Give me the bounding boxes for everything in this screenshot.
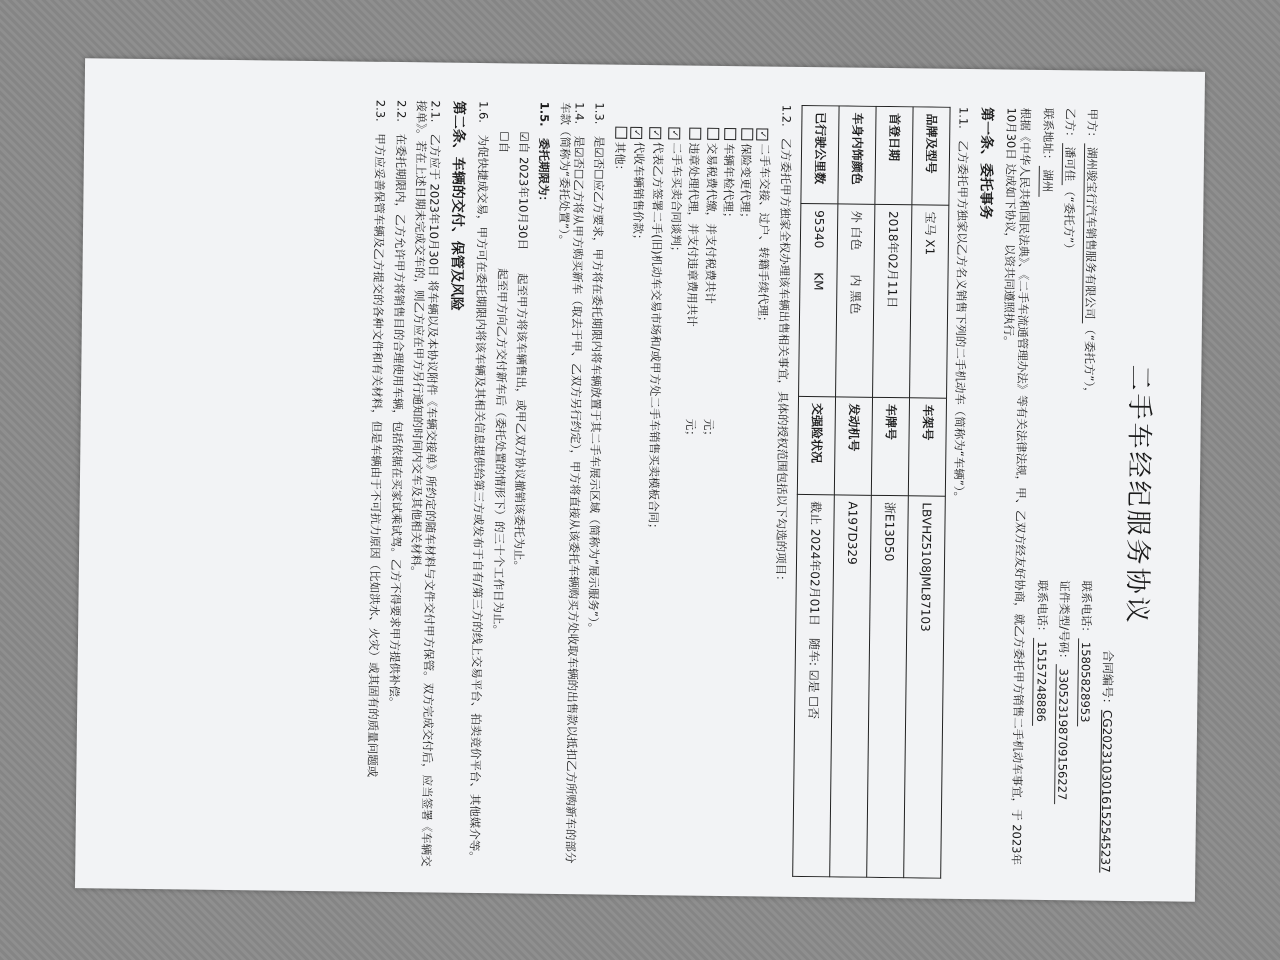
document-title: 二手车经纪服务协议 <box>1121 364 1155 626</box>
clause-1-5-title: 1.5. 委托期限为： <box>536 101 552 208</box>
vehicle-field-value: 截止 2024年02月01日 随车: ☑是 ☐否 <box>792 494 834 877</box>
vehicle-field-value: 浙E13D50 <box>866 495 908 878</box>
checkbox-icon <box>668 127 680 139</box>
authorization-item-text: 二手车交接、过户、转籍手续代理； <box>756 143 773 328</box>
vehicle-field-label: 发动机号 <box>834 397 872 495</box>
vehicle-field-label: 品牌及型号 <box>912 107 950 205</box>
section-1-title: 第一条、委托事务 <box>976 107 995 220</box>
vehicle-field-label: 已行驶公里数 <box>801 105 839 203</box>
authorization-item-text: 代收车辆销售价款； <box>630 141 647 246</box>
checkbox-icon <box>630 127 642 139</box>
clause-1-3: 1.3. 是☑否☐应乙方要求，甲方将在委托期限内将车辆放置于其二手车展示区域（简称为“展示服务”）。 <box>586 102 608 635</box>
authorization-item-text: 代表乙方签署二手(旧)机动车交易市场和/或甲方处二手车销售买卖模板合同； <box>646 142 666 535</box>
vehicle-table <box>792 105 950 879</box>
contract-number: 合同编号：CG202310301615254523​7 <box>1098 649 1116 873</box>
authorization-item-text: 交易税费代缴，并支付税费共计 元； <box>701 142 719 442</box>
authorization-item-text: 违章处理代理，并支付违章费用共计 元； <box>683 142 702 442</box>
checkbox-icon <box>757 128 769 140</box>
vehicle-field-value: A197D329 <box>829 495 871 878</box>
vehicle-field-value: 2018年02月11日 <box>872 204 911 397</box>
clause-1-4: 1.4. 是☑否☐乙方将从甲方购买新车（取去于甲、乙双方另行约定），甲方将直接从该委托车辆购买方处收取车辆的出售款以抵扣乙方所购新车的部分车款（简称为“委托处置”）。 <box>556 101 587 864</box>
section-2-title: 第二条、车辆的交付、保管及风险 <box>447 100 467 311</box>
clause-2-3: 2.3. 甲方应妥善保管车辆及乙方提交的各种文件和有关材料，但是车辆由于不可抗力原因（比如洪水、火灾）或其固有的质量问题或 <box>365 99 388 778</box>
preamble: 根据《中华人民共和国民法典》、《二手车流通管理办法》等有关法律法规，甲、乙双方经友好协商，就乙方委托甲方销售二手机动车事宜，于 2023年10月30日 达成如下协议，以资共同遵照执行。 <box>1001 107 1033 866</box>
authorization-item-text: 车辆年检代理； <box>721 142 737 224</box>
party-b-phone: 15157248886 <box>1032 637 1048 726</box>
vehicle-field-label: 首登日期 <box>875 106 913 204</box>
vehicle-field-label: 交强险状况 <box>797 396 835 494</box>
checkbox-icon <box>649 127 661 139</box>
vehicle-field-value: 宝马 X1 <box>909 205 948 398</box>
clause-1-5-option-b: ☐自 起至甲方向乙方交付新车后（委托处置的情形下）的三十个工作日为止。 <box>490 131 511 637</box>
party-a-name: 湖州骏宝行汽车销售服务有限公司 <box>1082 143 1100 324</box>
vehicle-field-value: 95340 KM <box>798 203 837 396</box>
clause-1-1: 1.1. 乙方委托甲方独家以乙方名义销售下列的二手机动车（简称为“车辆”）。 <box>951 106 971 504</box>
party-b-id: 330523198709156227 <box>1054 664 1071 804</box>
party-b-name: 潘可佳 <box>1061 143 1077 186</box>
checkbox-icon <box>724 128 736 140</box>
checkbox-icon <box>615 127 627 139</box>
authorization-list <box>604 127 773 877</box>
party-b-address-row: 联系地址：湖州 联系电话：15157248886 <box>1031 108 1056 880</box>
contract-number-value: CG202310301615254523​7 <box>1098 709 1115 873</box>
clause-1-2: 1.2. 乙方委托甲方独家全权办理该车辆出售相关事宜，具体的授权范围包括以下勾选的项目： <box>773 104 794 587</box>
clause-1-6: 1.6. 为促快捷成交易，甲方可在委托期限内将该车辆及其相关信息提供给第三方或发布于自有/第三方的线上交易平台、拍卖竞价平台、其他媒介等。 <box>467 100 491 863</box>
clause-2-2: 2.2. 在委托期限内，乙方允许甲方将销售目的合理使用车辆，包括依据在买家试乘试驾。乙方不得要求甲方提供补偿。 <box>386 99 409 709</box>
vehicle-field-value: LBVHZ5108JML87103 <box>903 496 945 879</box>
authorization-item-text: 其他： <box>612 141 628 177</box>
vehicle-field-label: 车架号 <box>908 398 946 496</box>
checkbox-icon <box>689 128 701 140</box>
party-a-row: 甲方：湖州骏宝行汽车销售服务有限公司（“委托方”）， 联系电话：15805828953 <box>1075 108 1100 880</box>
party-a-phone: 15805828953 <box>1077 638 1093 727</box>
party-b-address: 湖州 <box>1039 165 1055 196</box>
vehicle-field-label: 车牌号 <box>871 397 909 495</box>
checkbox-icon <box>742 128 754 140</box>
vehicle-field-value: 外 白色 内 黑色 <box>835 204 874 397</box>
checkbox-icon <box>707 128 719 140</box>
authorization-item-text: 二手车买卖合同谈判； <box>668 142 685 258</box>
contract-paper <box>75 58 1205 902</box>
clause-1-5-option-a: ☑自 2023年10月30日 起至甲方将该车辆售出，或甲乙双方协议撤销该委托为止。 <box>511 131 532 573</box>
vehicle-field-label: 车身内饰颜色 <box>838 106 876 204</box>
authorization-item-text: 保险变更代理； <box>738 143 754 224</box>
clause-2-1: 2.1. 乙方应于 2023年10月30日 将车辆以及本协议附件《车辆交接单》所约定的随车材料与文件交付甲方保管。双方完成交付后，应当签署《车辆交接单》。若在上述日期未完成交车的，则乙方应在甲方另行通知的时间内交车及其他相关材料。 <box>408 100 443 867</box>
party-b-row: 乙方：潘可佳（“委托方”） 证件类型/号码：330523198709156227 <box>1053 108 1078 880</box>
